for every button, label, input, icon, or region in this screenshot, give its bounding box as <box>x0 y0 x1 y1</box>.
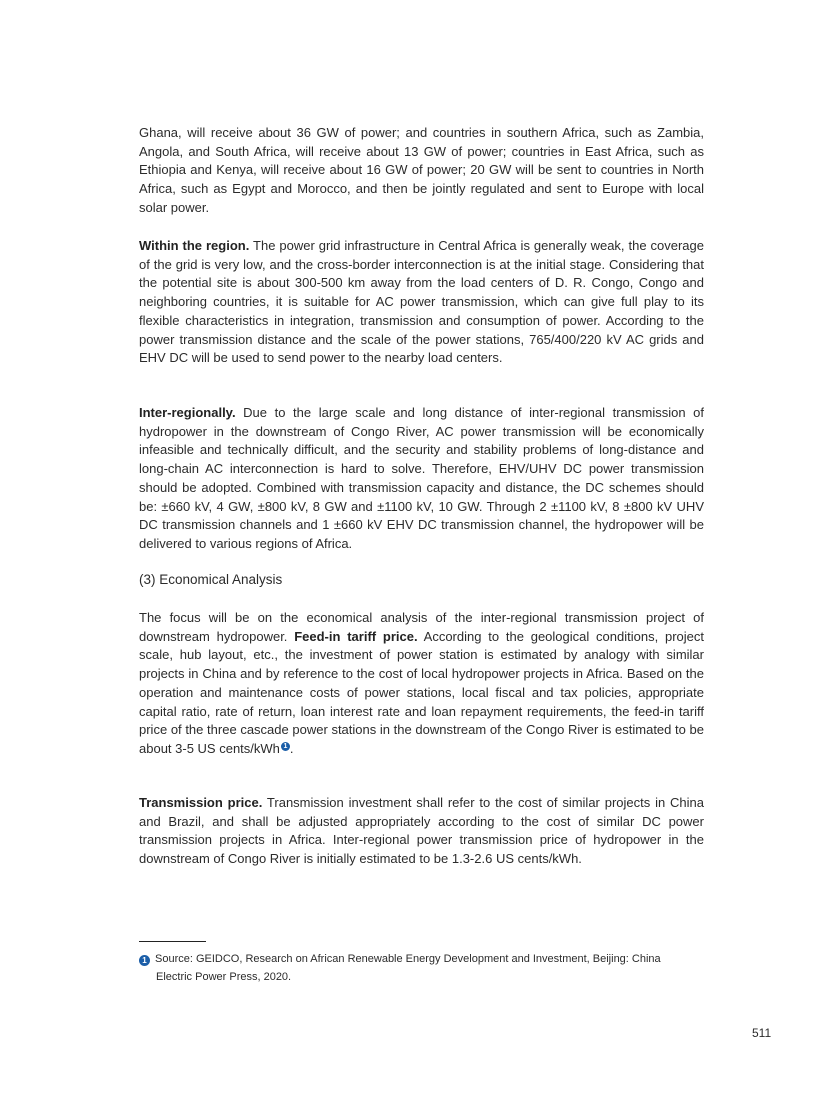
footnote-number-icon: 1 <box>139 955 150 966</box>
paragraph-regional-allocation <box>139 124 704 218</box>
page-number: 511 <box>752 1026 772 1040</box>
footnote-reference-marker[interactable]: 1 <box>281 742 290 751</box>
footnote <box>139 950 704 986</box>
paragraph-text: Ghana, will receive about 36 GW of power; and countries in southern Africa, such as Zambia, Angola, and South Africa, will receive about 13 GW of power; countries in East Africa, such as Ethiopia and Kenya, will receive about 16 GW of power; 20 GW will be sent to countries in North Africa, such as Egypt and Morocco, and then be jointly regulated and sent to Europe with local solar power. <box>139 125 704 215</box>
footnote-text: Source: GEIDCO, Research on African Renewable Energy Development and Investment, Beijing: China <box>155 953 661 965</box>
paragraph-inline-lead: Feed-in tariff price. <box>294 628 418 644</box>
paragraph-transmission-price <box>139 794 704 869</box>
footnote-line <box>139 950 704 968</box>
paragraph-text: The power grid infrastructure in Central Africa is generally weak, the coverage of the grid is very low, and the cross-border interconnection is at the initial stage. Considering that the potential site is about 300-500 km away from the load centers of D. R. Congo, Congo and neighboring countries, it is suitable for AC power transmission, which can give full play to its flexible characteristics in integration, transmission and consumption of power. According to the power transmission distance and the scale of the power stations, 765/400/220 kV AC grids and EHV DC will be used to send power to the nearby load centers. <box>139 238 704 366</box>
paragraph-end: . <box>289 740 294 756</box>
paragraph-inter-regionally <box>139 404 704 554</box>
footnote-text-continued: Electric Power Press, 2020. <box>156 971 292 983</box>
footnote-divider <box>139 941 206 942</box>
paragraph-within-region <box>139 237 704 368</box>
paragraph-lead: Within the region. <box>139 238 250 253</box>
paragraph-text: Due to the large scale and long distance of inter-regional transmission of hydropower in the downstream of Congo River, AC power transmission will be economically infeasible and technically difficult, and the security and stability problems of long-distance and long-chain AC interconnection is hard to solve. Therefore, EHV/UHV DC power transmission should be adopted. Combined with transmission capacity and distance, the DC schemes should be: ±660 kV, 4 GW, ±800 kV, 8 GW and ±1100 kV, 10 GW. Through 2 ±1100 kV, 8 ±800 kV UHV DC transmission channels and 1 ±660 kV EHV DC transmission channel, the hydropower will be delivered to various regions of Africa. <box>139 405 704 551</box>
section-heading: (3) Economical Analysis <box>139 572 283 587</box>
paragraph-lead: Inter-regionally. <box>139 405 236 420</box>
paragraph-lead: Transmission price. <box>139 795 263 810</box>
paragraph-text: The focus will be on the economical analysis of the inter-regional transmission project of downstream hydropower. <box>139 610 704 644</box>
paragraph-economical-analysis <box>139 609 704 759</box>
paragraph-text: According to the geological conditions, project scale, hub layout, etc., the investment of power station is estimated by analogy with similar projects in China and by reference to the cost of local hydropower projects in Africa. Based on the operation and maintenance costs of power stations, local fiscal and tax policies, appropriate capital ratio, rate of return, loan interest rate and loan repayment requirements, the feed-in tariff price of the three cascade power stations in the downstream of the Congo River is estimated to be about 3-5 US cents/kWh <box>139 628 704 756</box>
paragraph-text: Transmission investment shall refer to the cost of similar projects in China and Brazil, and shall be adjusted appropriately according to the cost of similar DC power transmission projects in Africa. Inter-regional power transmission price of hydropower in the downstream of Congo River is initially estimated to be 1.3-2.6 US cents/kWh. <box>139 795 704 867</box>
